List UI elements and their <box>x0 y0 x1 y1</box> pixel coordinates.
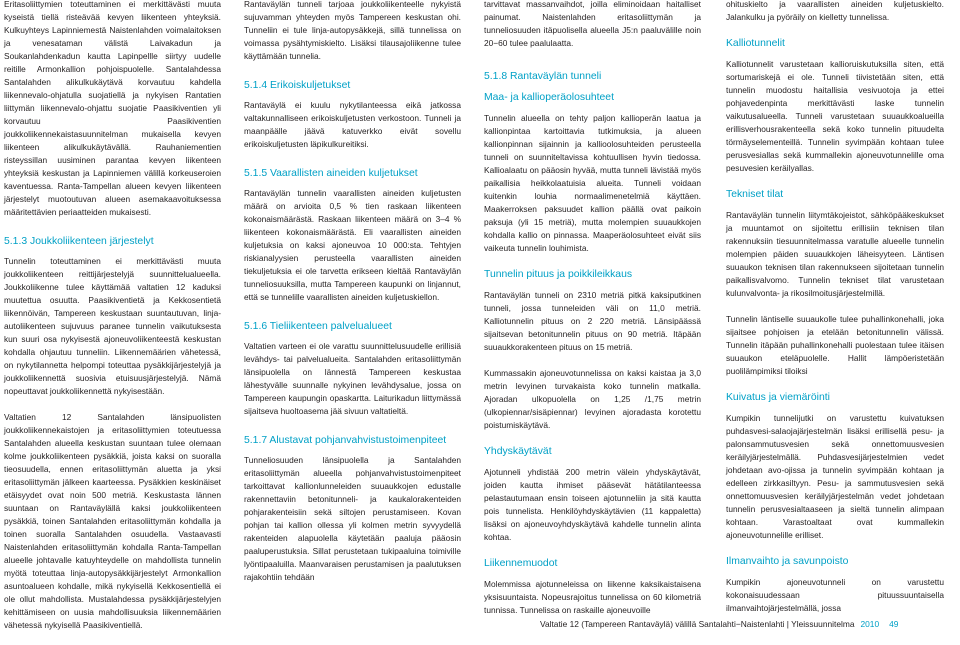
paragraph: Tunnelin alueella on tehty paljon kallioperän laatua ja kallionpintaa kartoittavia tutkimuksia, ja alueen kallionpinnan sijainnin ja kallioolosuhteiden perusteella tunneli on suunniteltavissa kohtuullisen hyvin tiedossa. Kallioalaatu on pääosin hyvää, mutta tunneli lävistää myös paikallisia heikkolaatuisia alueita. Tunneli voidaan kuitenkin louhia normaalimenetelmiä käyttäen. Maakerroksen paksuudet kallion päällä ovat paikoin paksuja (yli 15 metriä), mutta molempien suuaukkojen kohdalla kallio on pinnassa. Maaperäolosuhteet eivät siis vaikeuta tunnelin louhimista. <box>484 113 701 253</box>
paragraph: Rantaväylän tunneli on 2310 metriä pitkä kaksiputkinen tunneli, jossa tunneleiden väli on 11,0 metriä. Kalliotunnelin pituus on 2 220 metriä. Länsipäässä sijaitsevan betonitunnelin pituus on 90 metriä. Itäpään suuaukkorakenteen pituus on 15 metriä. <box>484 290 701 352</box>
subsection-heading: Kuivatus ja viemäröinti <box>726 392 830 403</box>
paragraph: Kalliotunnelit varustetaan kallioruiskutuksilla siten, että sortumariskejä ei ole. Tunneli tiivistetään siten, että tunnelin muodostu haitallisia vesivuotoja ja ettei pohjavedenpinta merkittävästi laske tunnelin vaikutusalueella. Tunneli varustetaan suuaukkoalueilla erillisverhousrakenteella sekä koko tunnelin pituudelta törmäyselementeillä. Tunnelin syvimpään kohtaan tulee perusvesiallas sekä kummallekin ajoneuvotunnelille oma pesuvesien keräilyallas. <box>726 59 944 173</box>
footer-title: Valtatie 12 (Tampereen Rantaväylä) välillä Santalahti−Naistenlahti | Yleissuunnitelma <box>540 619 855 629</box>
paragraph: Valtatien 12 Santalahden länsipuolisten joukkoliikennekaistojen ja eritasoliittymien toteutuessa Santalahden alueella keskustan suuntaan tulee olemaan kolme joukkoliikenteen pysäkkiä, joista kaksi on suoralla tieosuudella, ennen eritasoliittymän aluetta ja yksi eritasoliittymän jälkeen kaarteessa. Pysäkkien keskinäiset etäisyydet ovat noin 500 metriä. Keskustasta lännen suuntaan on Rantaväylällä kaksi joukkoliikenteen pysäkkiä, toinen Santalahden eritasoliittymän kohdalla ja toinen suoralla Santalahden osuudella. Vastaavasti Naistenlahden eritasoliittymän kohdalla Ranta-Tampellan alueelle johtavalle katuyhteydelle on mahdollista tunnelin myötä toteuttaa linja-autopysäkkijärjestelyt Armonkallion asuntoalueen kohdalle, mikä nykyisellä Kekkosentiellä ei ole ollut mahdollista. Mustalahdessa pysäkkijärjestelyjen kehittämiseen on uusia mahdollisuuksia liikennemäärien vähetessä nykyisellä Paasikiventiellä. <box>4 412 221 630</box>
text-column-3 <box>484 0 701 617</box>
paragraph: tarvittavat massanvaihdot, joilla eliminoidaan haitalliset painumat. Naistenlahden eritasoliittymän ja tunneliosuuden itäpuolisella alueella J5:n paaluvälille noin 20−60 tulee paalulaatta. <box>484 0 701 48</box>
section-heading: 5.1.8 Rantaväylän tunneli <box>484 71 602 82</box>
subsection-heading: Liikennemuodot <box>484 558 558 569</box>
text-column-1 <box>4 0 221 645</box>
paragraph: Valtatien varteen ei ole varattu suunnittelusuudelle erillisiä levähdys- tai palvelualueita. Santalahden eritasoliittymän länsipuolella on lännestä Tampereen keskustaa lähestyvälle suunnalle nykyinen levähdysalue, jossa on Tampereen kaupungin opaskartta. Laiturikadun liittymässä sijaitseva huoltoasema jää sivuun valtatieltä. <box>244 341 461 416</box>
paragraph: Rantaväylän tunnelin liitymtäkojeistot, sähköpääkeskukset ja muuntamot on sijoitettu erillisiin teknisen tilan rakennuksiin tiesuunnitelmassa varatulle alueelle tunnelin molempien päiden suuaukkojen läheisyyteen. Läntisen suuaukon teknisen tilan rakennukseen sijoitetaan tunnelin paikallisvalvomo. Tunnelin tekniset tilat varustetaan kulunvalvonta- ja rikosilmoitusjärjestelmillä. <box>726 210 944 298</box>
paragraph: Kummassakin ajoneuvotunnelissa on kaksi kaistaa ja 3,0 metrin levyinen turvakaista koko tunnelin matkalla. Ajoradan ulkopuolella on 1,25 /1,75 metrin (ulkopiennar/sisäpiennar) levyinen ajoradasta korotettu poistumiskäytävä. <box>484 368 701 430</box>
paragraph: Rantaväylä ei kuulu nykytilanteessa eikä jatkossa valtakunnalliseen erikoiskuljetusten verkostoon. Tunneli ja maanpäälle jäävä katuverkko eivät sovellu erikoiskuljetusten läpikulkureitiksi. <box>244 100 461 149</box>
paragraph: Rantaväylän tunnelin vaarallisten aineiden kuljetusten määrä on arvioita 0,5 % tien raskaan liikenteen kokonaismäärästä. Raskaan liikenteen määrä on 3–4 % liikenteen kokonaismäärästä. Eli vaarallisten aineiden kuljetuksia on kaksi ajoneuvoa 10 000:sta. Tehtyjen riskianalyysien perusteella vaarallisten aineiden tiekuljetuksia ei ole tarvetta erikseen kieltää Rantaväylän tunneliosuuksilla, mutta Tampereen kaupunki on linjannut, että se tunnelille vaarallisten aineiden kuljetuskiellon. <box>244 188 461 302</box>
paragraph: ohituskielto ja vaarallisten aineiden kuljetuskielto. Jalankulku ja pyöräily on kielletty tunnelissa. <box>726 0 944 22</box>
subsection-heading: Tunnelin pituus ja poikkileikkaus <box>484 269 633 280</box>
subsection-heading: Ilmanvaihto ja savunpoisto <box>726 556 849 567</box>
text-column-2 <box>244 0 461 584</box>
section-heading: 5.1.4 Erikoiskuljetukset <box>244 80 351 91</box>
section-heading: 5.1.6 Tieliikenteen palvelualueet <box>244 321 392 332</box>
paragraph: Rantaväylän tunneli tarjoaa joukkoliikenteelle nykyistä sujuvamman yhteyden myös Tampereen keskustan ohi. Tunneliin ei tule linja-autopysäkkejä, sillä tunnelissa on voimassa pysähtymiskielto. Lisäksi tilausajoliikenne tulee käyttämään tunnelia. <box>244 0 461 61</box>
paragraph: Kumpikin ajoneuvotunneli on varustettu kokonaisuudessaan pituussuuntaisella ilmanvaihtojärjestelmällä, jossa <box>726 577 944 613</box>
page-footer <box>540 619 950 630</box>
paragraph: Tunnelin läntiselle suuaukolle tulee puhallinkonehalli, joka sijaitsee pohjoisen ja etelään betonitunnelin välissä. Tunnelin itäpään puhallinkonehalli puolestaan tulee itäisen suuaukon eteläpuolelle. Hallit lämpöeristetään puolilämpimiksi tiloiksi <box>726 314 944 376</box>
section-heading: 5.1.3 Joukkoliikenteen järjestelyt <box>4 236 154 247</box>
subsection-heading: Kalliotunnelit <box>726 38 785 49</box>
subsection-heading: Maa- ja kallioperäolosuhteet <box>484 92 614 103</box>
paragraph: Tunnelin toteuttaminen ei merkittävästi muuta joukkoliikenteen reittijärjestelyjä suunnittelualueella. Joukkoliikenne tulee käyttämää valtatien 12 kaduksi muutettua osuutta. Paasikiventietä ja Kekkosentietä liikennöivän, Tampereen keskustaan suuntautuvan, linja-autoliikenteen sujuvuus paranee tunnelin vaikutuksesta kun suuri osa nykyisestä ajoneuvoliikenteestä keskustan kohdalla ohjautuu tunneliin. Liikennemäärien vähetessä, on nykytilannetta helpompi toteuttaa pysäkkijärjestelyjä ja joukkoliikennettä suosivia etuisuusjärjestelyjä. Nämä nopeuttavat joukkoliikennettä nykyisestään. <box>4 256 221 396</box>
subsection-heading: Tekniset tilat <box>726 189 784 200</box>
text-column-4 <box>726 0 944 615</box>
paragraph: Molemmissa ajotunneleissa on liikenne kaksikaistaisena yksisuuntaista. Nopeusrajoitus tunnelissa on 60 kilometriä tunnissa. Tunnelissa on raskaille ajoneuvoille <box>484 579 701 615</box>
section-heading: 5.1.5 Vaarallisten aineiden kuljetukset <box>244 168 418 179</box>
page-number: 49 <box>889 619 899 629</box>
paragraph: Eritasoliittymien toteuttaminen ei merkittävästi muuta kyseistä tiellä risteävää kevyen liikenteen yhteyksiä. Kulkuyhteys Lapinniemestä Naistenlahden voimalaitoksen ja venesataman välistä Laivakadun ja Soukanlahdenkadun kautta Lapinpellle siirtyy uudelle reitille Armonkallion pohjoispuolelle. Santalahdessa Santalahden alikulkukäytävä korvautuu kahdella liikennevalo-ohjatulla suojatiellä ja nykyisen Rantatien liittymän liikennevalo-ohjattu suojatie Paasikiventien yli korvautuu Paasikiventien joukkoliikennekaistasuunnitelman mukaisella kevyen liikenteen alikulkukäytävällä. Rauhaniementien risteyssillan uusiminen parantaa kevyen liikenteen yhteyksiä keskustan ja Lapinniemen välillä korkeuseroien kaventuessa. Ranta-Tampellan alueen kevyen liikenteen järjestelyt muotoutuvan alueen asemakaavoituksessa määritettävien periaatteiden mukaisesti. <box>4 0 221 217</box>
paragraph: Kumpikin tunnelijutki on varustettu kuivatuksen puhdasvesi-salaojajärjestelmän lisäksi erillisellä pesu- ja palonsammutusvesien sekä onnettomuusvesien keräilyjärjestelmällä. Puhdasvesijärjestelmien vedet johdetaan avo-ojissa ja tunnelin syvimpään kohtaan ja edelleen zirkkasiltyyn. Pesu- ja sammutusvesien sekä onnettomuusvesien keräilyjärjestelmän vedet johdetaan tunnelin perusvesialtaaseen ja sieltä tunnelin alimpaan kohtaan. Varastoaltaat ovat kummallekin ajoneuvotunnelille erilliset. <box>726 413 944 540</box>
subsection-heading: Yhdyskäytävät <box>484 446 552 457</box>
paragraph: Ajotunneli yhdistää 200 metrin välein yhdyskäytävät, joiden kautta ihmiset pääsevät hätätilanteessa pelastautumaan ensin toiseen ajotunneliin ja sitä kautta pois tunnelista. Henkilöyhdyskäytävien (11 kappaletta) lisäksi on ajoneuvoyhdyskäytävä kahdelle tunnelin alinta kohtaa. <box>484 467 701 542</box>
paragraph: Tunneliosuuden länsipuolella ja Santalahden eritasoliittymän alueella pohjanvahvistustoimenpiteet tarkoittavat kallionlunneleiden suuaukkojen edustalle rakennettaviin betonitunneli- ja kaukalorakenteiden pohjarakenteisiin sekä siltojen perustamiseen. Kovan pohjan tai kallion ollessa yli kolmen metrin syvyydellä rakenteiden alapuolella käytetään paaluja pääosin paaluperustuksia. Sillat perustetaan tukipaaluina toimiville lyöntipaaluilla. Maanvaraisen perustamisen ja paalutuksen rajakohtiin tehdään <box>244 455 461 582</box>
section-heading: 5.1.7 Alustavat pohjanvahvistustoimenpiteet <box>244 435 447 446</box>
footer-year: 2010 <box>860 619 880 629</box>
